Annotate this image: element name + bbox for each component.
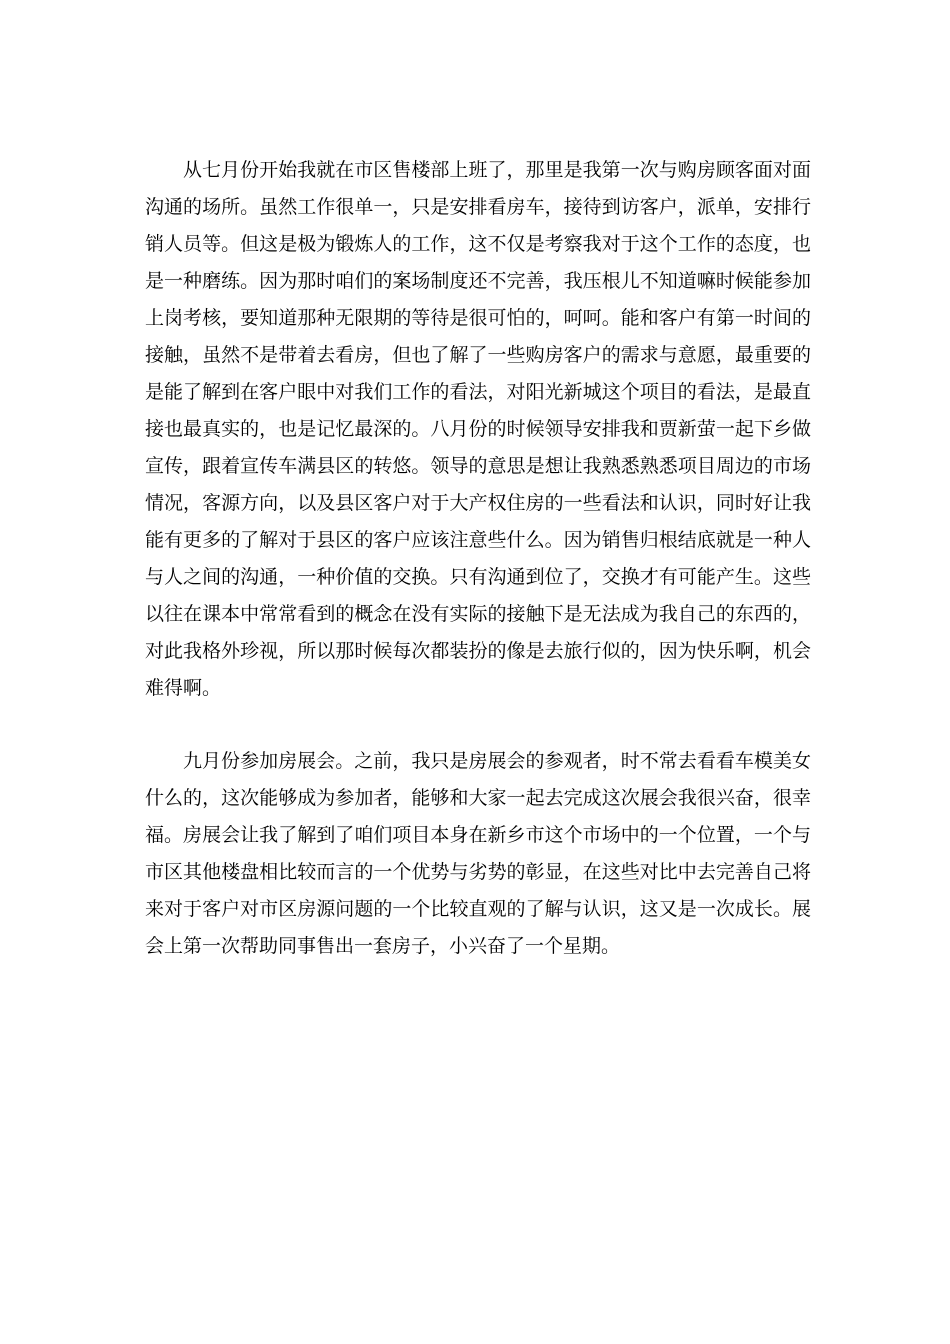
document-body [145,152,811,965]
paragraph-july-august: 从七月份开始我就在市区售楼部上班了，那里是我第一次与购房顾客面对面沟通的场所。虽然工作很单一，只是安排看房车，接待到访客户，派单，安排行销人员等。但这是极为锻炼人的工作，这不仅是考察我对于这个工作的态度，也是一种磨练。因为那时咱们的案场制度还不完善，我压根儿不知道嘛时候能参加上岗考核，要知道那种无限期的等待是很可怕的，呵呵。能和客户有第一时间的接触，虽然不是带着去看房，但也了解了一些购房客户的需求与意愿，最重要的是能了解到在客户眼中对我们工作的看法，对阳光新城这个项目的看法，是最直接也最真实的，也是记忆最深的。八月份的时候领导安排我和贾新萤一起下乡做宣传，跟着宣传车满县区的转悠。领导的意思是想让我熟悉熟悉项目周边的市场情况，客源方向，以及县区客户对于大产权住房的一些看法和认识，同时好让我能有更多的了解对于县区的客户应该注意些什么。因为销售归根结底就是一种人与人之间的沟通，一种价值的交换。只有沟通到位了，交换才有可能产生。这些以往在课本中常常看到的概念在没有实际的接触下是无法成为我自己的东西的，对此我格外珍视，所以那时候每次都装扮的像是去旅行似的，因为快乐啊，机会难得啊。 [145,159,811,699]
paragraph-september: 九月份参加房展会。之前，我只是房展会的参观者，时不常去看看车模美女什么的，这次能够成为参加者，能够和大家一起去完成这次展会我很兴奋，很幸福。房展会让我了解到了咱们项目本身在新乡市这个市场中的一个位置，一个与市区其他楼盘相比较而言的一个优势与劣势的彰显，在这些对比中去完善自己将来对于客户对市区房源问题的一个比较直观的了解与认识，这又是一次成长。展会上第一次帮助同事售出一套房子，小兴奋了一个星期。 [145,750,811,957]
